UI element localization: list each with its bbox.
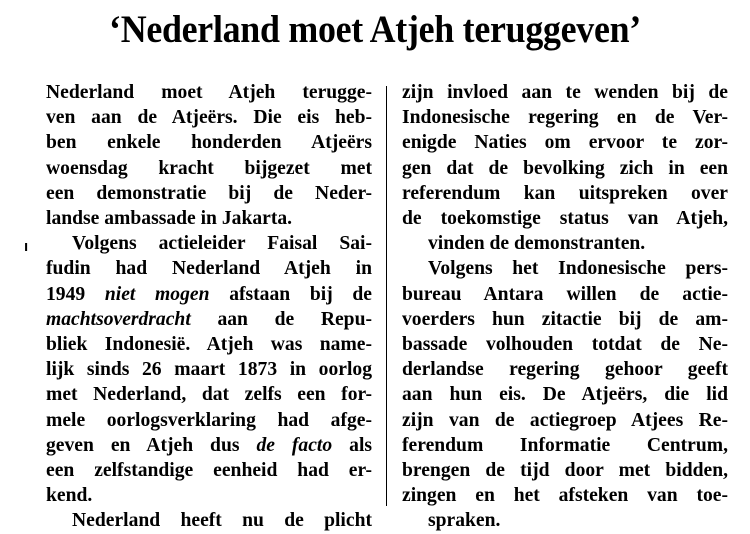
stray-mark: ı bbox=[24, 238, 29, 255]
text-line: Nederland moet Atjeh terugge- bbox=[46, 82, 372, 103]
text-line bbox=[46, 282, 372, 307]
text-line: ferendum Informatie Centrum, bbox=[402, 434, 728, 456]
text-line: Volgens het Indonesische pers- bbox=[428, 258, 728, 280]
text-line: woensdag kracht bijgezet met bbox=[46, 157, 372, 179]
text-segment: afstaan bij de bbox=[229, 283, 373, 305]
text-line: Nederland heeft nu de plicht bbox=[72, 510, 372, 532]
paragraph bbox=[46, 80, 372, 231]
text-line: bassade volhouden totdat de Ne- bbox=[402, 334, 728, 356]
text-line: een demonstratie bij de Neder- bbox=[46, 182, 372, 204]
text-line: kend. bbox=[46, 485, 93, 507]
text-line bbox=[46, 307, 372, 332]
text-line: aan hun eis. De Atjeërs, die lid bbox=[402, 384, 728, 406]
paragraph bbox=[46, 231, 372, 508]
text-line: de toekomstige status van Atjeh, bbox=[402, 208, 728, 230]
text-line: ven aan de Atjeërs. Die eis heb- bbox=[46, 107, 372, 129]
left-column bbox=[46, 80, 372, 534]
text-segment: als bbox=[349, 434, 373, 456]
column-divider bbox=[386, 86, 387, 506]
text-line: met Nederland, dat zelfs een for- bbox=[46, 384, 372, 406]
text-line: mele oorlogsverklaring had afge- bbox=[46, 409, 372, 431]
text-line: brengen de tijd door met bidden, bbox=[402, 460, 728, 482]
text-line: referendum kan uitspreken over bbox=[402, 182, 728, 204]
paragraph bbox=[46, 508, 372, 533]
text-line: vinden de demonstranten. bbox=[428, 233, 646, 255]
text-line: Volgens actieleider Faisal Sai- bbox=[72, 233, 372, 255]
text-line: fudin had Nederland Atjeh in bbox=[46, 258, 372, 280]
text-line: gen dat de bevolking zich in een bbox=[402, 157, 728, 179]
text-line: derlandse regering gehoor geeft bbox=[402, 359, 728, 381]
headline: ‘Nederland moet Atjeh teruggeven’ bbox=[109, 8, 641, 51]
text-line: zijn van de actiegroep Atjees Re- bbox=[402, 409, 728, 431]
text-line bbox=[46, 433, 372, 458]
text-line: bureau Antara willen de actie- bbox=[402, 283, 728, 305]
text-line: lijk sinds 26 maart 1873 in oorlog bbox=[46, 359, 372, 381]
text-line: zingen en het afsteken van toe- bbox=[402, 485, 728, 507]
text-line: enigde Naties om ervoor te zor- bbox=[402, 132, 728, 154]
text-line: spraken. bbox=[428, 510, 501, 532]
italic-text: de facto bbox=[256, 434, 333, 456]
italic-text: machtsoverdracht bbox=[46, 308, 191, 330]
paragraph bbox=[402, 256, 728, 533]
text-line: Indonesische regering en de Ver- bbox=[402, 107, 728, 129]
paragraph bbox=[402, 80, 728, 256]
text-segment: geven en Atjeh dus bbox=[46, 434, 240, 456]
italic-text: niet mogen bbox=[104, 283, 210, 305]
text-line: landse ambassade in Jakarta. bbox=[46, 208, 293, 230]
text-line: ben enkele honderden Atjeërs bbox=[46, 132, 372, 154]
right-column bbox=[402, 80, 728, 534]
text-line: een zelfstandige eenheid had er- bbox=[46, 460, 372, 482]
text-line: voerders hun zitactie bij de am- bbox=[402, 308, 728, 330]
text-line: bliek Indonesië. Atjeh was name- bbox=[46, 334, 372, 356]
text-segment: aan de Repu- bbox=[217, 308, 372, 330]
text-segment: 1949 bbox=[46, 283, 86, 305]
text-line: zijn invloed aan te wenden bij de bbox=[402, 82, 728, 103]
